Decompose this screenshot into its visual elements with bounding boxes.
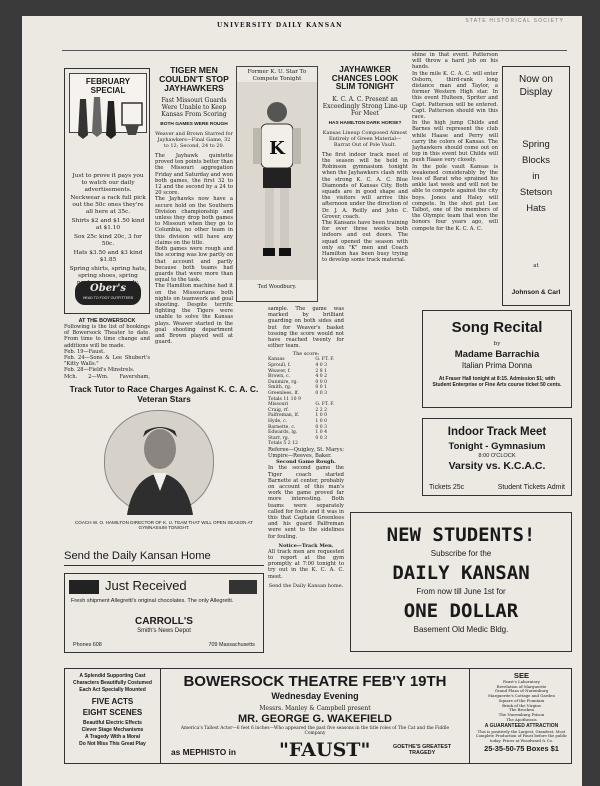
paper-title: UNIVERSITY DAILY KANSAN	[217, 22, 343, 29]
box-intro: sample. The game was marked by brilliant guarding on both sides and but for Weaver's basket tossing the score would not have reached twenty for either team.	[268, 306, 344, 350]
send-home-text: Send the Daily Kansan Home	[64, 550, 211, 562]
booking-3: Feb. 28—Field's Minstrels.	[64, 367, 135, 374]
song-recital-ad	[422, 310, 572, 408]
player-name: Starr, rg.	[268, 435, 290, 441]
scene-7: The Brocken	[508, 707, 535, 713]
display-item-blocks: Blocks	[522, 155, 550, 166]
player-score: 1 0 0	[315, 413, 328, 419]
display-title: Now on Display	[519, 74, 553, 98]
header-rule	[62, 50, 567, 51]
player-name: Weaver, f.	[268, 368, 291, 374]
col-header-kansas: G. FT. F.	[315, 357, 335, 363]
sale-line-spring: Spring shirts, spring hats, spring shoes, spring	[69, 266, 147, 279]
feature-moral: A Tragedy With a Moral	[84, 734, 141, 740]
sale-line-neckwear: Neckwear a rack full pick out the 50c ones they're all here at 35c.	[70, 195, 146, 215]
display-item-hats: Hats	[526, 203, 546, 214]
player-score: 4 0 3	[315, 363, 328, 369]
track-time: 8:00 O'CLOCK	[478, 453, 516, 459]
sale-line-hats: Hats $3.50 and $3 kind $1.85	[73, 250, 143, 263]
box-score-story	[268, 306, 344, 652]
jayhawker-para-1: The first indoor track meet of the season will be held in Robinson gymnasium tonight when the Jayhawkers clash with the strong K. C. A. C. Blue Diamonds of Kansas City. Both squads are in good shape and the visitors will arrive this afternoon under the direction of Dr. J. A. Reilly and John C. Grover, coach.	[322, 151, 408, 220]
scene-3: Grand Plaza of Nuremburg	[494, 688, 549, 694]
player-name: Smith, rg.	[268, 385, 292, 391]
box-officials: Referee—Quigley, St. Marys; Umpire—Reeves, Baker.	[268, 446, 344, 460]
team-name-missouri: Missouri	[268, 402, 289, 408]
player-score: 1 0 4	[315, 430, 328, 436]
player-name: Hyde, c.	[268, 418, 288, 424]
svg-text:K: K	[269, 138, 285, 160]
jayhawker-continued	[412, 52, 498, 274]
send-line: Send the Daily Kansan home.	[268, 582, 344, 589]
feature-mounted: Each Act Specially Mounted	[79, 687, 146, 693]
second-game-para: In the second game the Tiger coach started Barnette at center, probably on account of this man's work the game proved far more interesting. Both teams were separately called for fouls and it was in this that Captain Greenlees and his guard Palfreman were sent to the sidelines for fouling.	[268, 465, 344, 540]
display-item-in: in	[532, 171, 540, 182]
team-name-kansas: Kansas	[268, 357, 285, 363]
tiger-para-4: The Hamilton machine had it on the Missourians both nights on teamwork and goal shooting. Despite terrific fighting the Tigers were unable to solve the Kansas plays. Weaver started in the goal shooting department and Brown played well at guard.	[155, 283, 233, 346]
scene-1: Faust's Laboratory	[502, 679, 540, 684]
carrolls-store: CARROLL'S	[135, 616, 193, 627]
woodbury-photo-box	[236, 66, 318, 302]
indoor-track-ad	[422, 418, 572, 496]
player-name: Greenlees, lf.	[268, 390, 299, 396]
track-teams: Varsity vs. K.C.A.C.	[448, 460, 546, 472]
player-name: Craig, rf.	[268, 407, 289, 413]
sale-title: FEBRUARY SPECIAL	[85, 77, 131, 95]
sale-line-sox: Sox 25c kind 20c, 3 for 50c.	[74, 234, 142, 247]
team-total-missouri: Totals 5 2 12	[268, 441, 298, 447]
recital-details: At Fraser Hall tonight at 8:15. Admission $1; with Student Enterprise or Fine Arts course ticket 50 cents.	[432, 376, 562, 388]
box-score-table	[268, 357, 344, 447]
display-at: at	[533, 263, 539, 269]
cont-para-1: shine in that event. Patterson will throw a hard job on his hands.	[412, 52, 498, 71]
scene-2: Revelation of Marguerite	[496, 683, 547, 689]
send-home-banner	[64, 548, 264, 566]
scene-8: The Nuremburg Prison	[498, 711, 545, 717]
stetson-display-ad	[502, 66, 570, 306]
player-score: 1 0 0	[315, 418, 328, 424]
candy-box-icon	[69, 580, 99, 594]
february-sale-ad	[64, 68, 150, 314]
coach-portrait	[105, 411, 215, 515]
player-score: 0 0 3	[315, 424, 328, 430]
feature-five-acts: FIVE ACTS	[91, 697, 134, 706]
newspaper-page	[22, 16, 582, 786]
sale-illustration	[69, 73, 147, 133]
feature-costumes: Characters Beautifully Costumed	[73, 680, 152, 686]
jayhawker-headline: JAYHAWKER CHANCES LOOK SLIM TONIGHT	[331, 66, 399, 92]
tiger-byline: Weaver and Brown Starred for Jayhawkers—Final Game, 32 to 12; Second, 24 to 20.	[155, 131, 233, 150]
player-name: Sproull, f.	[268, 363, 291, 369]
photo-headline: Former K. U. Star To Compete Tonight	[247, 69, 307, 82]
faust-scenes	[469, 669, 572, 763]
scenes-note: This is positively the Largest, Grandest, Most Complete Production of Faust before the public today. Prices at Woodward & Co.	[475, 728, 568, 743]
scenes-prices: 25-35-50-75 Boxes $1	[484, 743, 559, 753]
player-name: Barnette, c.	[268, 424, 296, 430]
faust-theatre-ad	[64, 668, 572, 764]
faust-main	[163, 669, 467, 763]
faust-day: Wednesday Evening	[271, 691, 359, 701]
booking-4: Mch. 2—Wm. Faversham,	[64, 373, 150, 380]
notice-head: Notice—Track Men.	[278, 542, 334, 549]
tiger-subhead: Fast Missouri Guards Were Unable to Keep Kansas From Scoring	[161, 97, 227, 119]
recital-artist: Madame Barrachia	[454, 349, 540, 360]
display-item-stetson: Stetson	[519, 187, 553, 198]
bowersock-title: AT THE BOWERSOCK	[78, 318, 136, 324]
tiger-deck: BOTH GAMES WERE ROUGH	[160, 122, 228, 128]
faust-as: as MEPHISTO in	[171, 746, 237, 757]
feature-electric: Beautiful Electric Effects	[83, 720, 142, 726]
track-price-right: Student Tickets Admit	[497, 484, 565, 491]
subscription-line1: Subscribe for the	[430, 549, 492, 558]
carrolls-body: Fresh shipment Allegretti's original chocolates. The only Allegretti.	[71, 598, 234, 604]
scene-9: The Apotheosis	[506, 716, 537, 722]
subscription-line2: From now till June 1st for	[416, 587, 506, 596]
track-tutor-story	[64, 384, 264, 542]
player-score: 2 2 2	[315, 407, 328, 413]
photo-caption: Ted Woodbury.	[257, 284, 297, 291]
feature-cast: A Splendid Supporting Cast	[79, 673, 146, 679]
jayhawker-deck: HAS HAMILTON DARK HORSE?	[328, 120, 402, 126]
carrolls-subtitle: Smith's News Depot	[137, 628, 191, 634]
faust-author: GOETHE'S GREATEST TRAGEDY	[392, 743, 452, 757]
track-title: Indoor Track Meet	[447, 426, 547, 438]
player-name: Palfreman, lf.	[268, 413, 300, 419]
recital-by: by	[493, 341, 501, 347]
tiger-para-1: The Jayhawk quintette proved ten points better than the Missouri aggregation Friday and Saturday and won both games, the first 32 to 12 and the second by a 24 to 20 score.	[155, 153, 233, 197]
scene-4: Marguerite's Cottage and Garden	[488, 693, 555, 699]
player-score: 4 0 2	[315, 374, 328, 380]
notice-body: All track men are requested to report at the gym promptly at 7:00 tonight to try out in the K. C. A. C. meet.	[268, 548, 344, 580]
store-name: Ober's	[89, 283, 127, 294]
faust-headline: BOWERSOCK THEATRE FEB'Y 19TH	[183, 673, 447, 690]
faust-tagline: America's Tallest Actor—6 feet 6 inches—Who appeared the past five seasons in the title roles of The Cat and the Fiddle Company	[180, 726, 450, 737]
jayhawker-subhead: K. C. A. C. Present an Exceedingly Strong Line-up For Meet	[322, 95, 408, 117]
player-score: 0 0 0	[315, 379, 328, 385]
subscription-price: ONE DOLLAR	[403, 600, 519, 622]
coach-caption: COACH W. O. HAMILTON DIRECTOR OF K. U. TEAM THAT WILL OPEN SEASON AT GYMNASIUM TONIGHT.	[74, 520, 254, 531]
box-title: The score:	[292, 351, 320, 358]
player-score: 0 0 3	[315, 435, 328, 441]
track-tutor-headline: Track Tutor to Race Charges Against K. C. A. C. Veteran Stars	[69, 384, 259, 404]
obers-logo	[75, 281, 141, 305]
tiger-story	[155, 66, 233, 380]
booking-2: Feb. 24—Sons & Lee Shubert's "Kitty Walls."	[64, 355, 150, 368]
player-score: 0 0 1	[315, 385, 328, 391]
bowersock-bookings	[64, 318, 150, 380]
jayhawker-para-2: The Kansans have been training for over three weeks both indoors and out doors. The squad opened the season with only six "K" men and Coach Hamilton has been busy trying to develop some track material.	[322, 220, 408, 264]
faust-play: "FAUST"	[279, 738, 371, 761]
faust-star: MR. GEORGE G. WAKEFIELD	[237, 713, 392, 725]
booking-1: Feb. 19—Faust.	[64, 348, 105, 355]
scenes-see: SEE	[513, 671, 530, 680]
carrolls-headline: Just Received	[105, 578, 187, 593]
chocolate-box-icon	[229, 580, 257, 594]
col-header-missouri: G. FT. F.	[315, 402, 335, 408]
carrolls-address: 709 Massachusetts	[208, 642, 255, 648]
tiger-para-3: Both games were rough and the scoring was low partly on that account and partly because both teams had guards that were more than equal to the task.	[155, 246, 233, 284]
player-score: 2 8 1	[315, 368, 328, 374]
tiger-para-2: The Jayhawks now have a secure hold on the Southern Division championship and unless they drop both games to Missouri when they go to Columbia, no other team in this division will have any claims on the title.	[155, 196, 233, 246]
feature-eight-scenes: EIGHT SCENES	[82, 708, 143, 717]
display-store: Johnson & Carl	[511, 289, 561, 296]
athlete-photo	[237, 82, 317, 280]
faust-presents: Messrs. Manley & Campbell present	[259, 705, 371, 712]
player-name: Brown, c.	[268, 374, 291, 380]
player-name: Edwards, lg.	[268, 430, 298, 436]
feature-dont-miss: Do Not Miss This Great Play	[79, 741, 146, 747]
cont-para-2: In the mile K. C. A. C. will enter Osborn, third-rank long distance man and Taylor, a former Western High star. In this event Hulteen, Spriter and Capt. Patterson will be entered. Capt. Patterson should win this race.	[412, 70, 498, 121]
sale-line-shirts: Shirts $2 and $1.50 kind at $1.10	[71, 218, 145, 231]
cont-para-4: In the pole vault Kansas is weakened considerably by the loss of Barat who sprained his ankle last week and will not be able to compete against the city boys. Jones and Haley will compete. In the shot put Lee Talbot, one of the members of the Olympic team that won the honors four years ago, will compete for the K. C. A. C.	[412, 163, 498, 232]
recital-title: Song Recital	[451, 319, 543, 336]
tiger-headline: TIGER MEN COULDN'T STOP JAYHAWKERS	[159, 66, 229, 94]
carrolls-phone: Phones 608	[73, 642, 102, 648]
subscription-ad	[350, 512, 572, 652]
subscription-place: Basement Old Medic Bldg.	[413, 625, 509, 634]
faust-features	[65, 669, 161, 763]
display-item-spring: Spring	[522, 139, 550, 150]
team-total-kansas: Totals 11 10 9	[268, 396, 301, 402]
page-header	[22, 18, 582, 32]
track-price-left: Tickets 25c	[429, 484, 465, 491]
player-score: 0 0 3	[315, 390, 328, 396]
archive-stamp: STATE HISTORICAL SOCIETY	[465, 18, 564, 24]
feature-mechanisms: Clever Stage Mechanisms	[81, 727, 144, 733]
coach-photo	[104, 410, 214, 514]
scene-5: Square of the Fountain	[498, 697, 545, 703]
jayhawker-byline: Kansas Lineup Composed Almost Entirely of Green Material—Barrat Out of Pole Vault.	[322, 129, 408, 148]
cont-para-3: In the high jump Childs and Barnes will represent the club while Haase and Perry will carry the colors of Kansas. The Jayhawkers should come out on top in this event but Childs will push Haase very closely.	[412, 120, 498, 164]
track-line1: Tonight - Gymnasium	[448, 441, 546, 452]
bowersock-body: Following is the list of bookings of Bowersock Theater to date. From time to time change and additions will be made.	[64, 324, 150, 349]
sale-intro: Just to prove it pays you to watch our daily advertisements.	[72, 173, 144, 193]
carrolls-ad	[64, 573, 264, 653]
scene-6: Brink of the Virgins	[502, 702, 541, 708]
player-name: Dunmire, rg.	[268, 379, 298, 385]
second-game-head: Second Game Rough.	[276, 459, 336, 466]
scenes-guarantee: A GUARANTEED ATTRACTION	[484, 723, 559, 730]
neckwear-icon	[70, 95, 148, 139]
recital-subtitle: Italian Prima Donna	[461, 361, 533, 370]
subscription-headline: NEW STUDENTS!	[386, 524, 536, 546]
subscription-paper: DAILY KANSAN	[392, 562, 530, 584]
store-tag: HEAD TO FOOT OUTFITTERS	[82, 296, 134, 300]
